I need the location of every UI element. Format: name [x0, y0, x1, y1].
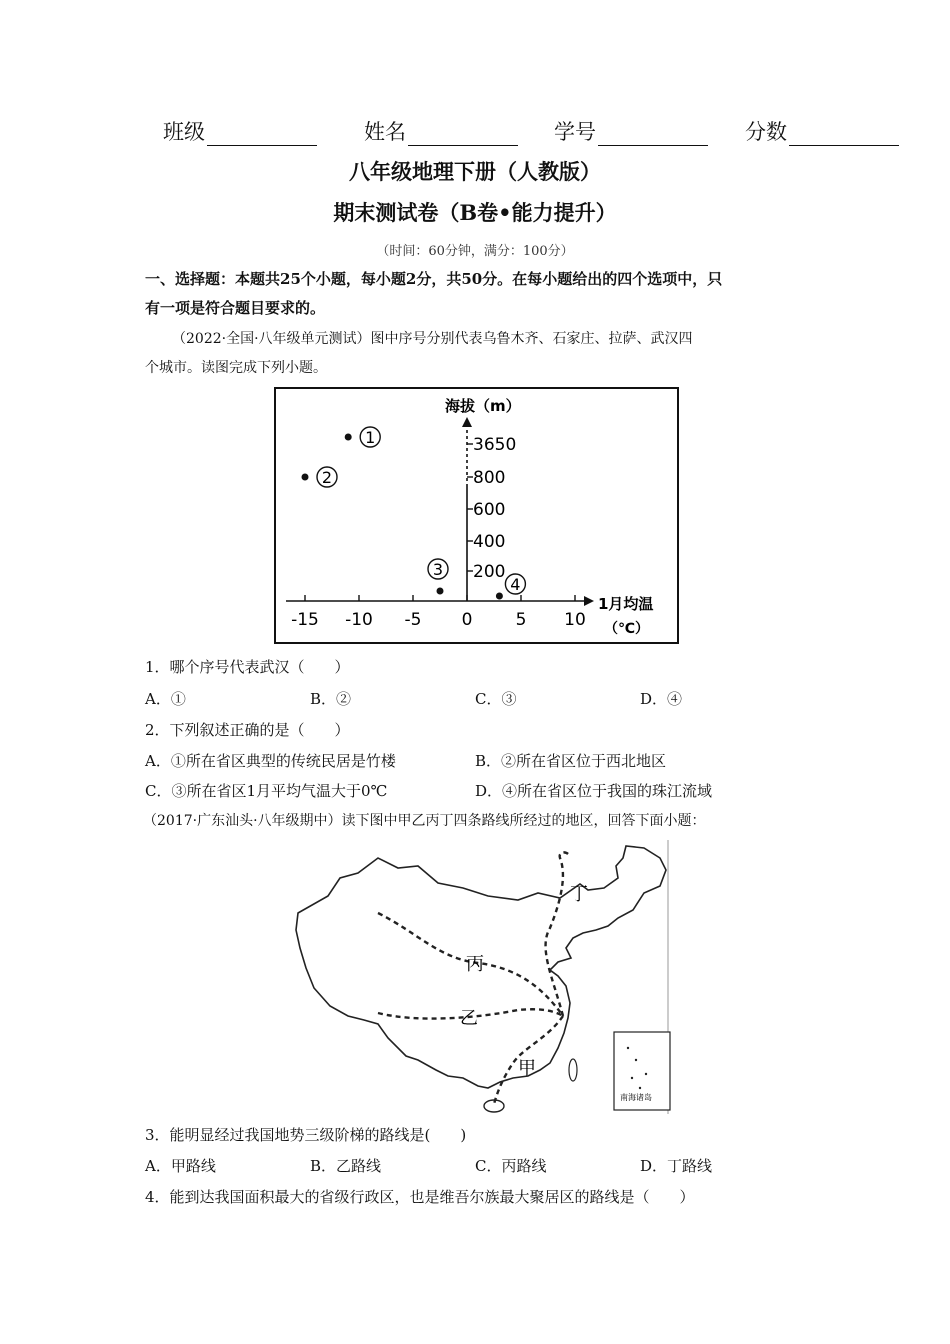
q1-option-c[interactable]: C．③	[475, 690, 517, 708]
q3-stem: 3．能明显经过我国地势三级阶梯的路线是( )	[145, 1126, 467, 1144]
route-label: 丙	[466, 954, 484, 975]
inset-island-dot	[631, 1077, 633, 1079]
intro1-line2: 个城市。读图完成下列小题。	[145, 360, 327, 376]
y-tick-label: 200	[473, 562, 506, 582]
x-tick-label: 5	[515, 610, 527, 630]
x-axis-unit: （℃）	[604, 621, 649, 637]
class-blank	[207, 123, 317, 146]
y-axis-title: 海拔（m）	[445, 397, 521, 415]
name-blank	[408, 123, 518, 146]
point-label: 1	[365, 428, 376, 447]
route-label: 甲	[518, 1058, 536, 1079]
altitude-temperature-chart	[274, 387, 680, 645]
inset-island-dot	[627, 1047, 629, 1049]
q1-option-a[interactable]: A．①	[145, 690, 186, 708]
q2-option-d[interactable]: D．④所在省区位于我国的珠江流域	[475, 782, 713, 800]
inset-island-dot	[639, 1087, 641, 1089]
y-tick-label: 3650	[473, 435, 517, 455]
page-subtitle: 期末测试卷（B卷•能力提升）	[333, 200, 617, 225]
china-route-map	[288, 838, 678, 1118]
x-tick-label: -5	[404, 610, 422, 630]
x-tick-label: -10	[345, 610, 373, 630]
score-label: 分数	[745, 120, 787, 144]
inset-island-dot	[645, 1073, 647, 1075]
time-note: （时间：60分钟，满分：100分）	[376, 244, 574, 259]
point-label: 3	[432, 560, 444, 579]
q2-option-b[interactable]: B．②所在省区位于西北地区	[475, 752, 667, 770]
score-field	[745, 116, 899, 146]
id-label: 学号	[554, 120, 596, 144]
page-title: 八年级地理下册（人教版）	[349, 159, 601, 184]
id-field	[554, 116, 708, 146]
y-tick-label: 600	[473, 500, 506, 520]
inset-island-dot	[635, 1059, 637, 1061]
q3-option-d[interactable]: D．丁路线	[640, 1157, 713, 1175]
id-blank	[598, 123, 708, 146]
point-label: 2	[321, 468, 333, 487]
q2-option-a[interactable]: A．①所在省区典型的传统民居是竹楼	[145, 752, 396, 770]
q3-option-b[interactable]: B．乙路线	[310, 1157, 382, 1175]
q3-option-a[interactable]: A．甲路线	[145, 1157, 216, 1175]
intro1-line1: （2022·全国·八年级单元测试）图中序号分别代表乌鲁木齐、石家庄、拉萨、武汉四	[172, 331, 693, 347]
q4-stem: 4．能到达我国面积最大的省级行政区，也是维吾尔族最大聚居区的路线是（ ）	[145, 1188, 695, 1206]
data-point	[437, 588, 444, 595]
intro2: （2017·广东汕头·八年级期中）读下图中甲乙丙丁四条路线所经过的地区，回答下面小题：	[143, 813, 706, 829]
route-label: 乙	[460, 1008, 478, 1029]
q1-option-d[interactable]: D．④	[640, 690, 683, 708]
taiwan-island	[569, 1059, 577, 1081]
data-point	[496, 593, 503, 600]
q2-option-c[interactable]: C．③所在省区1月平均气温大于0℃	[145, 782, 388, 800]
data-point	[302, 474, 309, 481]
name-field	[364, 116, 518, 146]
y-tick-label: 400	[473, 532, 506, 552]
q2-stem: 2．下列叙述正确的是（ ）	[145, 721, 350, 739]
score-blank	[789, 123, 899, 146]
class-label: 班级	[163, 120, 205, 144]
section-heading-line1: 一、选择题：本题共25个小题，每小题2分，共50分。在每小题给出的四个选项中，只	[145, 270, 723, 288]
x-tick-label: 0	[461, 610, 473, 630]
section-heading-line2: 有一项是符合题目要求的。	[145, 299, 326, 317]
data-point	[345, 434, 352, 441]
route-label: 丁	[570, 884, 588, 905]
class-field	[163, 116, 317, 146]
x-tick-label: -15	[291, 610, 319, 630]
x-axis-title: 1月均温	[598, 595, 654, 613]
inset-label: 南海诸岛	[620, 1093, 652, 1102]
name-label: 姓名	[364, 120, 406, 144]
q1-option-b[interactable]: B．②	[310, 690, 352, 708]
x-tick-label: 10	[564, 610, 586, 630]
point-label: 4	[510, 575, 521, 594]
q1-stem: 1．哪个序号代表武汉（ ）	[145, 658, 350, 676]
q3-option-c[interactable]: C．丙路线	[475, 1157, 547, 1175]
y-tick-label: 800	[473, 468, 506, 488]
